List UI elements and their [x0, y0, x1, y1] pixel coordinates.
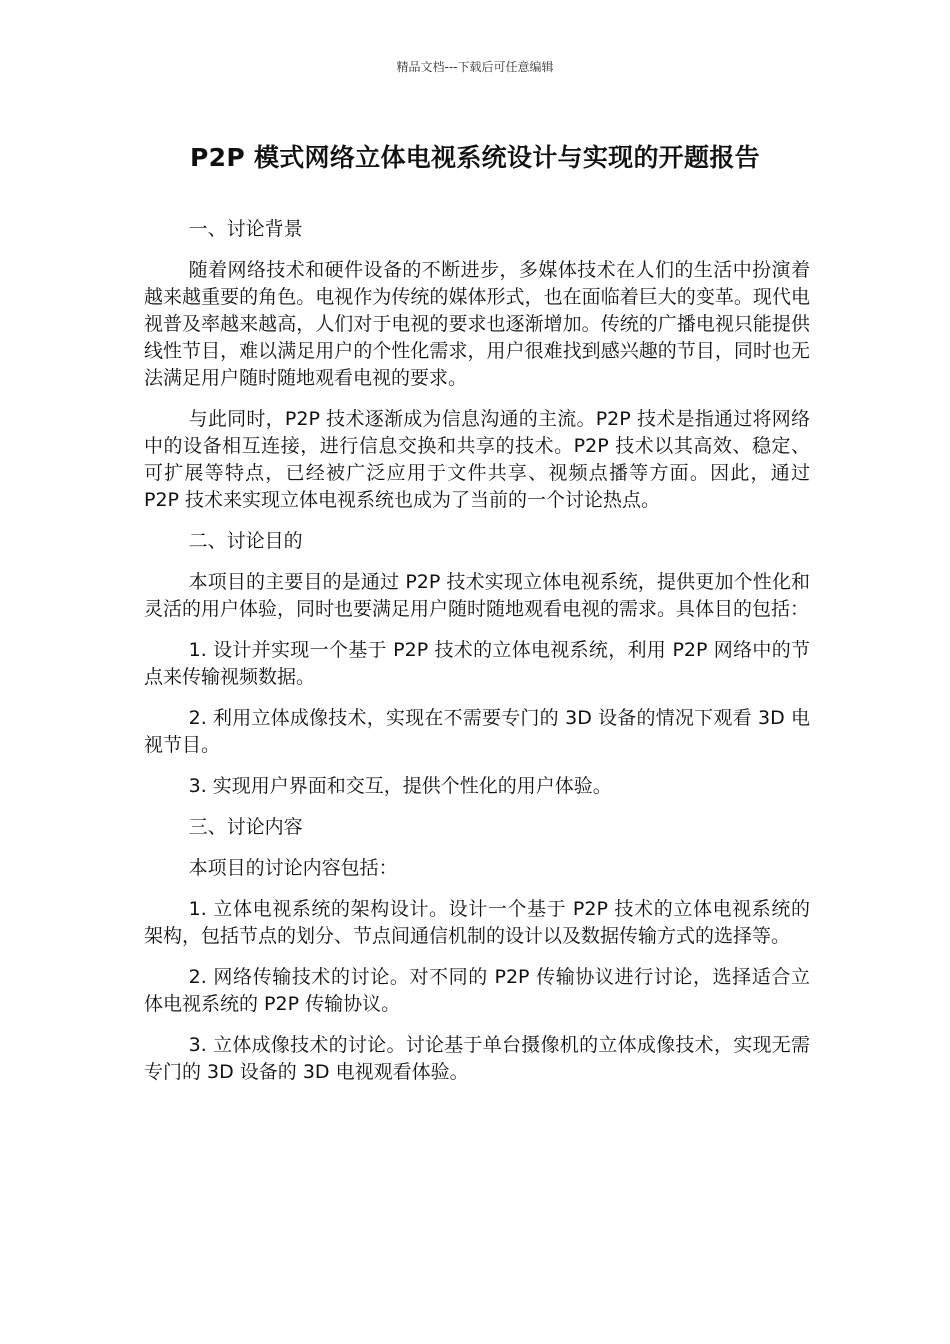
section-heading-content: 三、讨论内容	[188, 816, 303, 838]
header-note: 精品文档---下载后可任意编辑	[396, 60, 554, 74]
list-item: 1. 设计并实现一个基于 P2P 技术的立体电视系统，利用 P2P 网络中的节点来传输视频数据。	[144, 639, 810, 688]
paragraph: 本项目的主要目的是通过 P2P 技术实现立体电视系统，提供更加个性化和灵活的用户体验，同时也要满足用户随时随地观看电视的需求。具体目的包括：	[144, 571, 810, 620]
paragraph: 随着网络技术和硬件设备的不断进步，多媒体技术在人们的生活中扮演着越来越重要的角色。电视作为传统的媒体形式，也在面临着巨大的变革。现代电视普及率越来越高，人们对于电视的要求也逐渐增加。传统的广播电视只能提供线性节目，难以满足用户的个性化需求，用户很难找到感兴趣的节目，同时也无法满足用户随时随地观看电视的要求。	[144, 259, 810, 389]
list-item: 3. 实现用户界面和交互，提供个性化的用户体验。	[188, 775, 612, 797]
section-heading-background: 一、讨论背景	[188, 218, 303, 240]
list-item: 2. 网络传输技术的讨论。对不同的 P2P 传输协议进行讨论，选择适合立体电视系统的 P2P 传输协议。	[144, 966, 810, 1015]
document-body	[144, 216, 810, 1100]
document-title: P2P 模式网络立体电视系统设计与实现的开题报告	[190, 143, 760, 172]
paragraph: 本项目的讨论内容包括：	[188, 857, 398, 879]
list-item: 2. 利用立体成像技术，实现在不需要专门的 3D 设备的情况下观看 3D 电视节目。	[144, 707, 810, 756]
list-item: 3. 立体成像技术的讨论。讨论基于单台摄像机的立体成像技术，实现无需专门的 3D 设备的 3D 电视观看体验。	[144, 1034, 810, 1083]
list-item: 1. 立体电视系统的架构设计。设计一个基于 P2P 技术的立体电视系统的架构，包括节点的划分、节点间通信机制的设计以及数据传输方式的选择等。	[144, 898, 810, 947]
section-heading-purpose: 二、讨论目的	[188, 530, 303, 552]
paragraph: 与此同时，P2P 技术逐渐成为信息沟通的主流。P2P 技术是指通过将网络中的设备相互连接，进行信息交换和共享的技术。P2P 技术以其高效、稳定、可扩展等特点，已经被广泛应用于文件共享、视频点播等方面。因此，通过 P2P 技术来实现立体电视系统也成为了当前的一个讨论热点。	[144, 408, 810, 511]
